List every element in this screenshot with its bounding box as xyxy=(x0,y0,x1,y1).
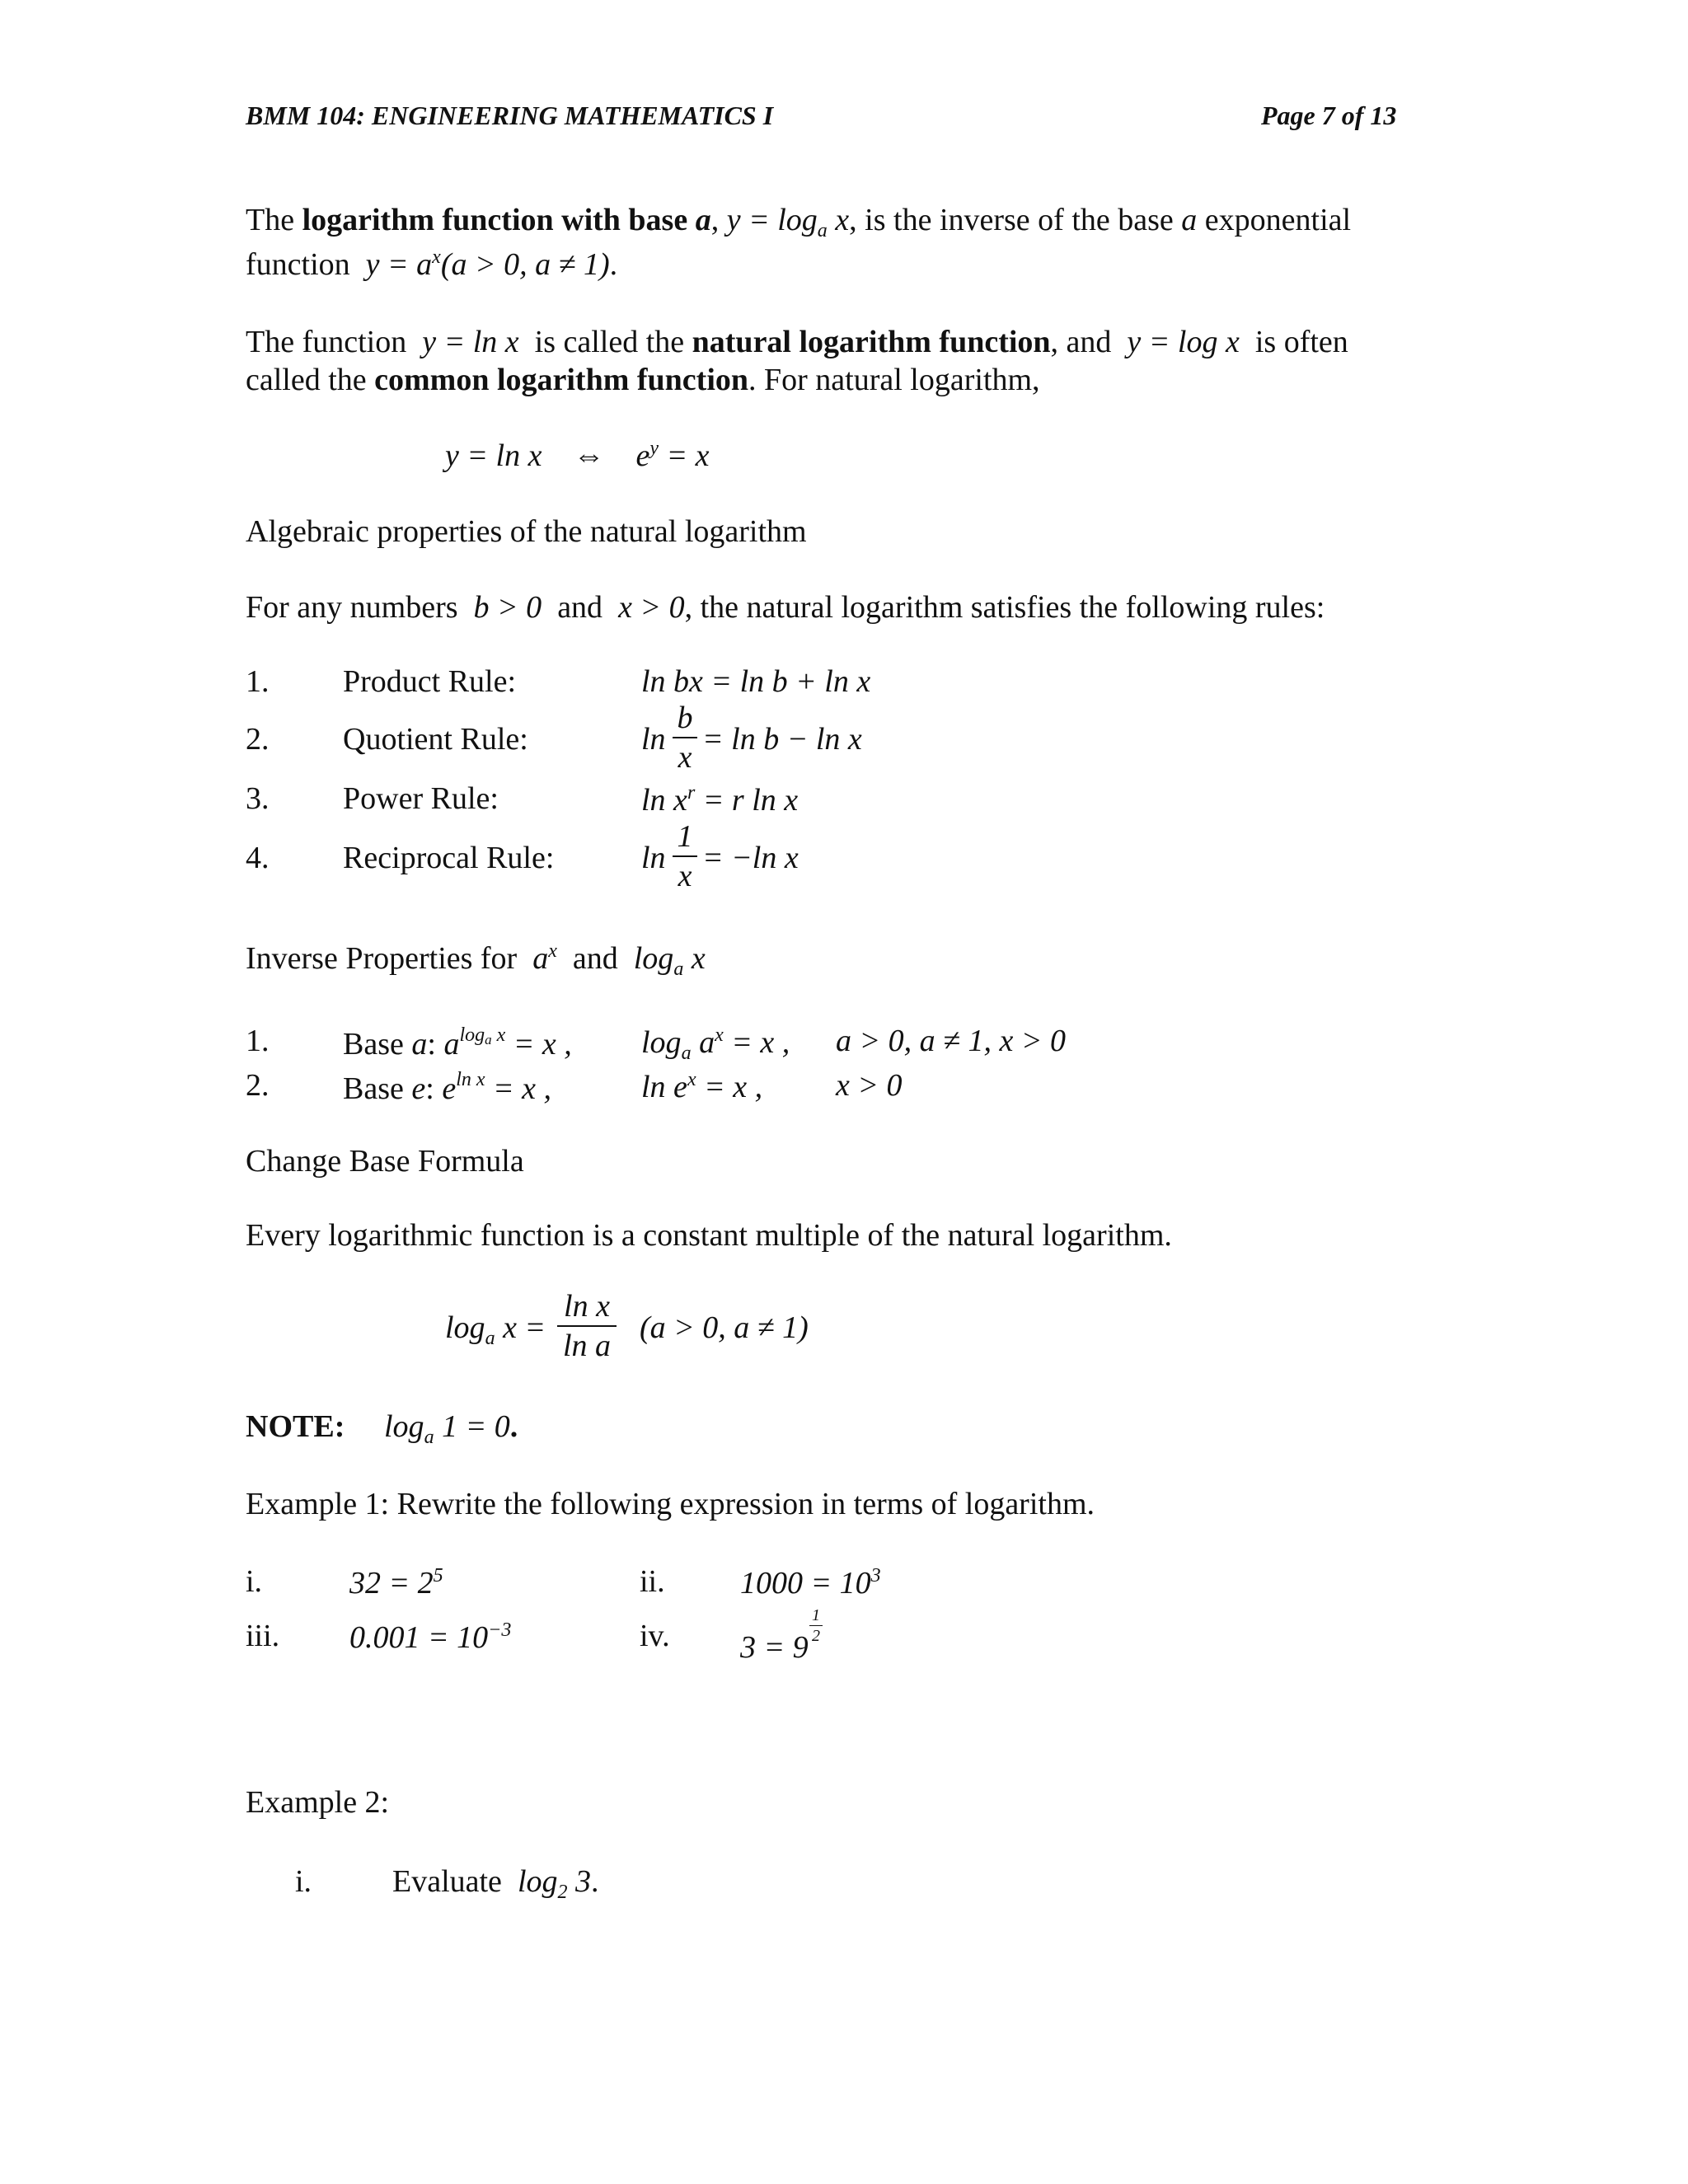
inverse-condition: a > 0, a ≠ 1, x > 0 xyxy=(836,1024,1067,1058)
inverse-log-formula: $\log_a a^x = x$ , xyxy=(641,1024,790,1064)
change-base-condition: (a > 0, a ≠ 1) xyxy=(640,1310,809,1345)
fraction-bar xyxy=(673,737,697,738)
inverse-number: 2. xyxy=(246,1068,270,1103)
rule-number: 1. xyxy=(246,664,270,699)
page-number: Page 7 of 13 xyxy=(1261,101,1397,130)
inverse-base-e: Base e: $e^{ln x} = x$ , xyxy=(343,1069,552,1106)
natural-log-line-2: called the common logarithm function. For natural logarithm, xyxy=(246,363,1040,397)
rule-name: Reciprocal Rule: xyxy=(343,841,555,875)
rule-name: Power Rule: xyxy=(343,781,499,816)
fraction-numerator: 1 xyxy=(677,819,693,854)
inverse-number: 1. xyxy=(246,1024,270,1058)
fraction-numerator: 1 xyxy=(812,1606,820,1624)
example-expression: 3 = 9 xyxy=(740,1630,809,1665)
definition-line-1: The logarithm function with base a, $y = \log_a x$, is the inverse of the base a exponential xyxy=(246,203,1352,241)
change-base-title: Change Base Formula xyxy=(246,1144,524,1179)
rule-number: 3. xyxy=(246,781,270,816)
exponent-fraction xyxy=(809,1607,823,1644)
example-expression: $1000 = 10^3$ xyxy=(740,1565,881,1601)
example-item-number: iii. xyxy=(246,1619,280,1653)
example-item-number: iv. xyxy=(640,1619,670,1653)
example-item-number: i. xyxy=(246,1564,263,1599)
fraction-denominator: ln a xyxy=(562,1329,612,1363)
quotient-rule-ln: ln xyxy=(641,722,666,757)
note-label: NOTE: xyxy=(246,1409,345,1444)
fraction-denominator: x xyxy=(678,859,692,893)
fraction-bar xyxy=(557,1325,617,1327)
note-formula: $\log_a 1 = 0$. xyxy=(384,1409,518,1448)
example-item-number: i. xyxy=(295,1864,312,1899)
rule-name: Product Rule: xyxy=(343,664,517,699)
inverse-condition: x > 0 xyxy=(836,1068,903,1103)
algebraic-properties-title: Algebraic properties of the natural logarithm xyxy=(246,514,807,549)
reciprocal-rule-ln: ln xyxy=(641,841,666,875)
inverse-properties-title: Inverse Properties for $a^x$ and $\log_a x$ xyxy=(246,940,706,980)
natural-log-equivalence: y = ln x ⇔ $e^y = x$ xyxy=(445,438,710,473)
rule-name: Quotient Rule: xyxy=(343,722,528,757)
course-header: BMM 104: ENGINEERING MATHEMATICS I xyxy=(246,101,774,130)
for-any-numbers: For any numbers b > 0 and x > 0, the natural logarithm satisfies the following rules: xyxy=(246,590,1325,625)
fraction-denominator: x xyxy=(678,740,692,775)
quotient-rule-rest: = ln b − ln x xyxy=(702,722,862,757)
natural-log-line-1: The function y = ln x is called the natural logarithm function, and y = log x is often xyxy=(246,325,1348,359)
fraction-bar xyxy=(809,1625,823,1626)
reciprocal-rule-rest: = −ln x xyxy=(702,841,799,875)
product-rule-formula: ln bx = ln b + ln x xyxy=(641,664,871,699)
fraction-numerator: ln x xyxy=(564,1289,610,1324)
every-log-text: Every logarithmic function is a constant multiple of the natural logarithm. xyxy=(246,1218,1172,1253)
example-2-title: Example 2: xyxy=(246,1785,390,1820)
rule-number: 2. xyxy=(246,722,270,757)
rule-number: 4. xyxy=(246,841,270,875)
inverse-ln-formula: $\ln e^x = x$ , xyxy=(641,1069,763,1104)
example-expression: $32 = 2^5$ xyxy=(349,1565,443,1601)
fraction-bar xyxy=(673,855,697,857)
example-expression: $0.001 = 10^{-3}$ xyxy=(349,1619,512,1655)
change-base-fraction xyxy=(557,1291,617,1361)
power-rule-formula: $\ln x^r = r$ ln x xyxy=(641,782,799,818)
fraction-numerator: b xyxy=(677,701,693,735)
definition-line-2: function $y = a^x(a > 0$, a ≠ 1). xyxy=(246,246,618,282)
inverse-base-a: Base a: $a^{loga x} = x$ , xyxy=(343,1024,572,1062)
evaluate-expression: Evaluate $\log_2 3$. xyxy=(392,1864,599,1903)
example-1-title: Example 1: Rewrite the following expression in terms of logarithm. xyxy=(246,1487,1095,1521)
fraction-denominator: 2 xyxy=(812,1627,820,1645)
change-base-lhs: $\log_a x$ = xyxy=(445,1310,546,1349)
example-item-number: ii. xyxy=(640,1564,665,1599)
quotient-rule-fraction xyxy=(673,702,697,773)
reciprocal-rule-fraction xyxy=(673,821,697,892)
